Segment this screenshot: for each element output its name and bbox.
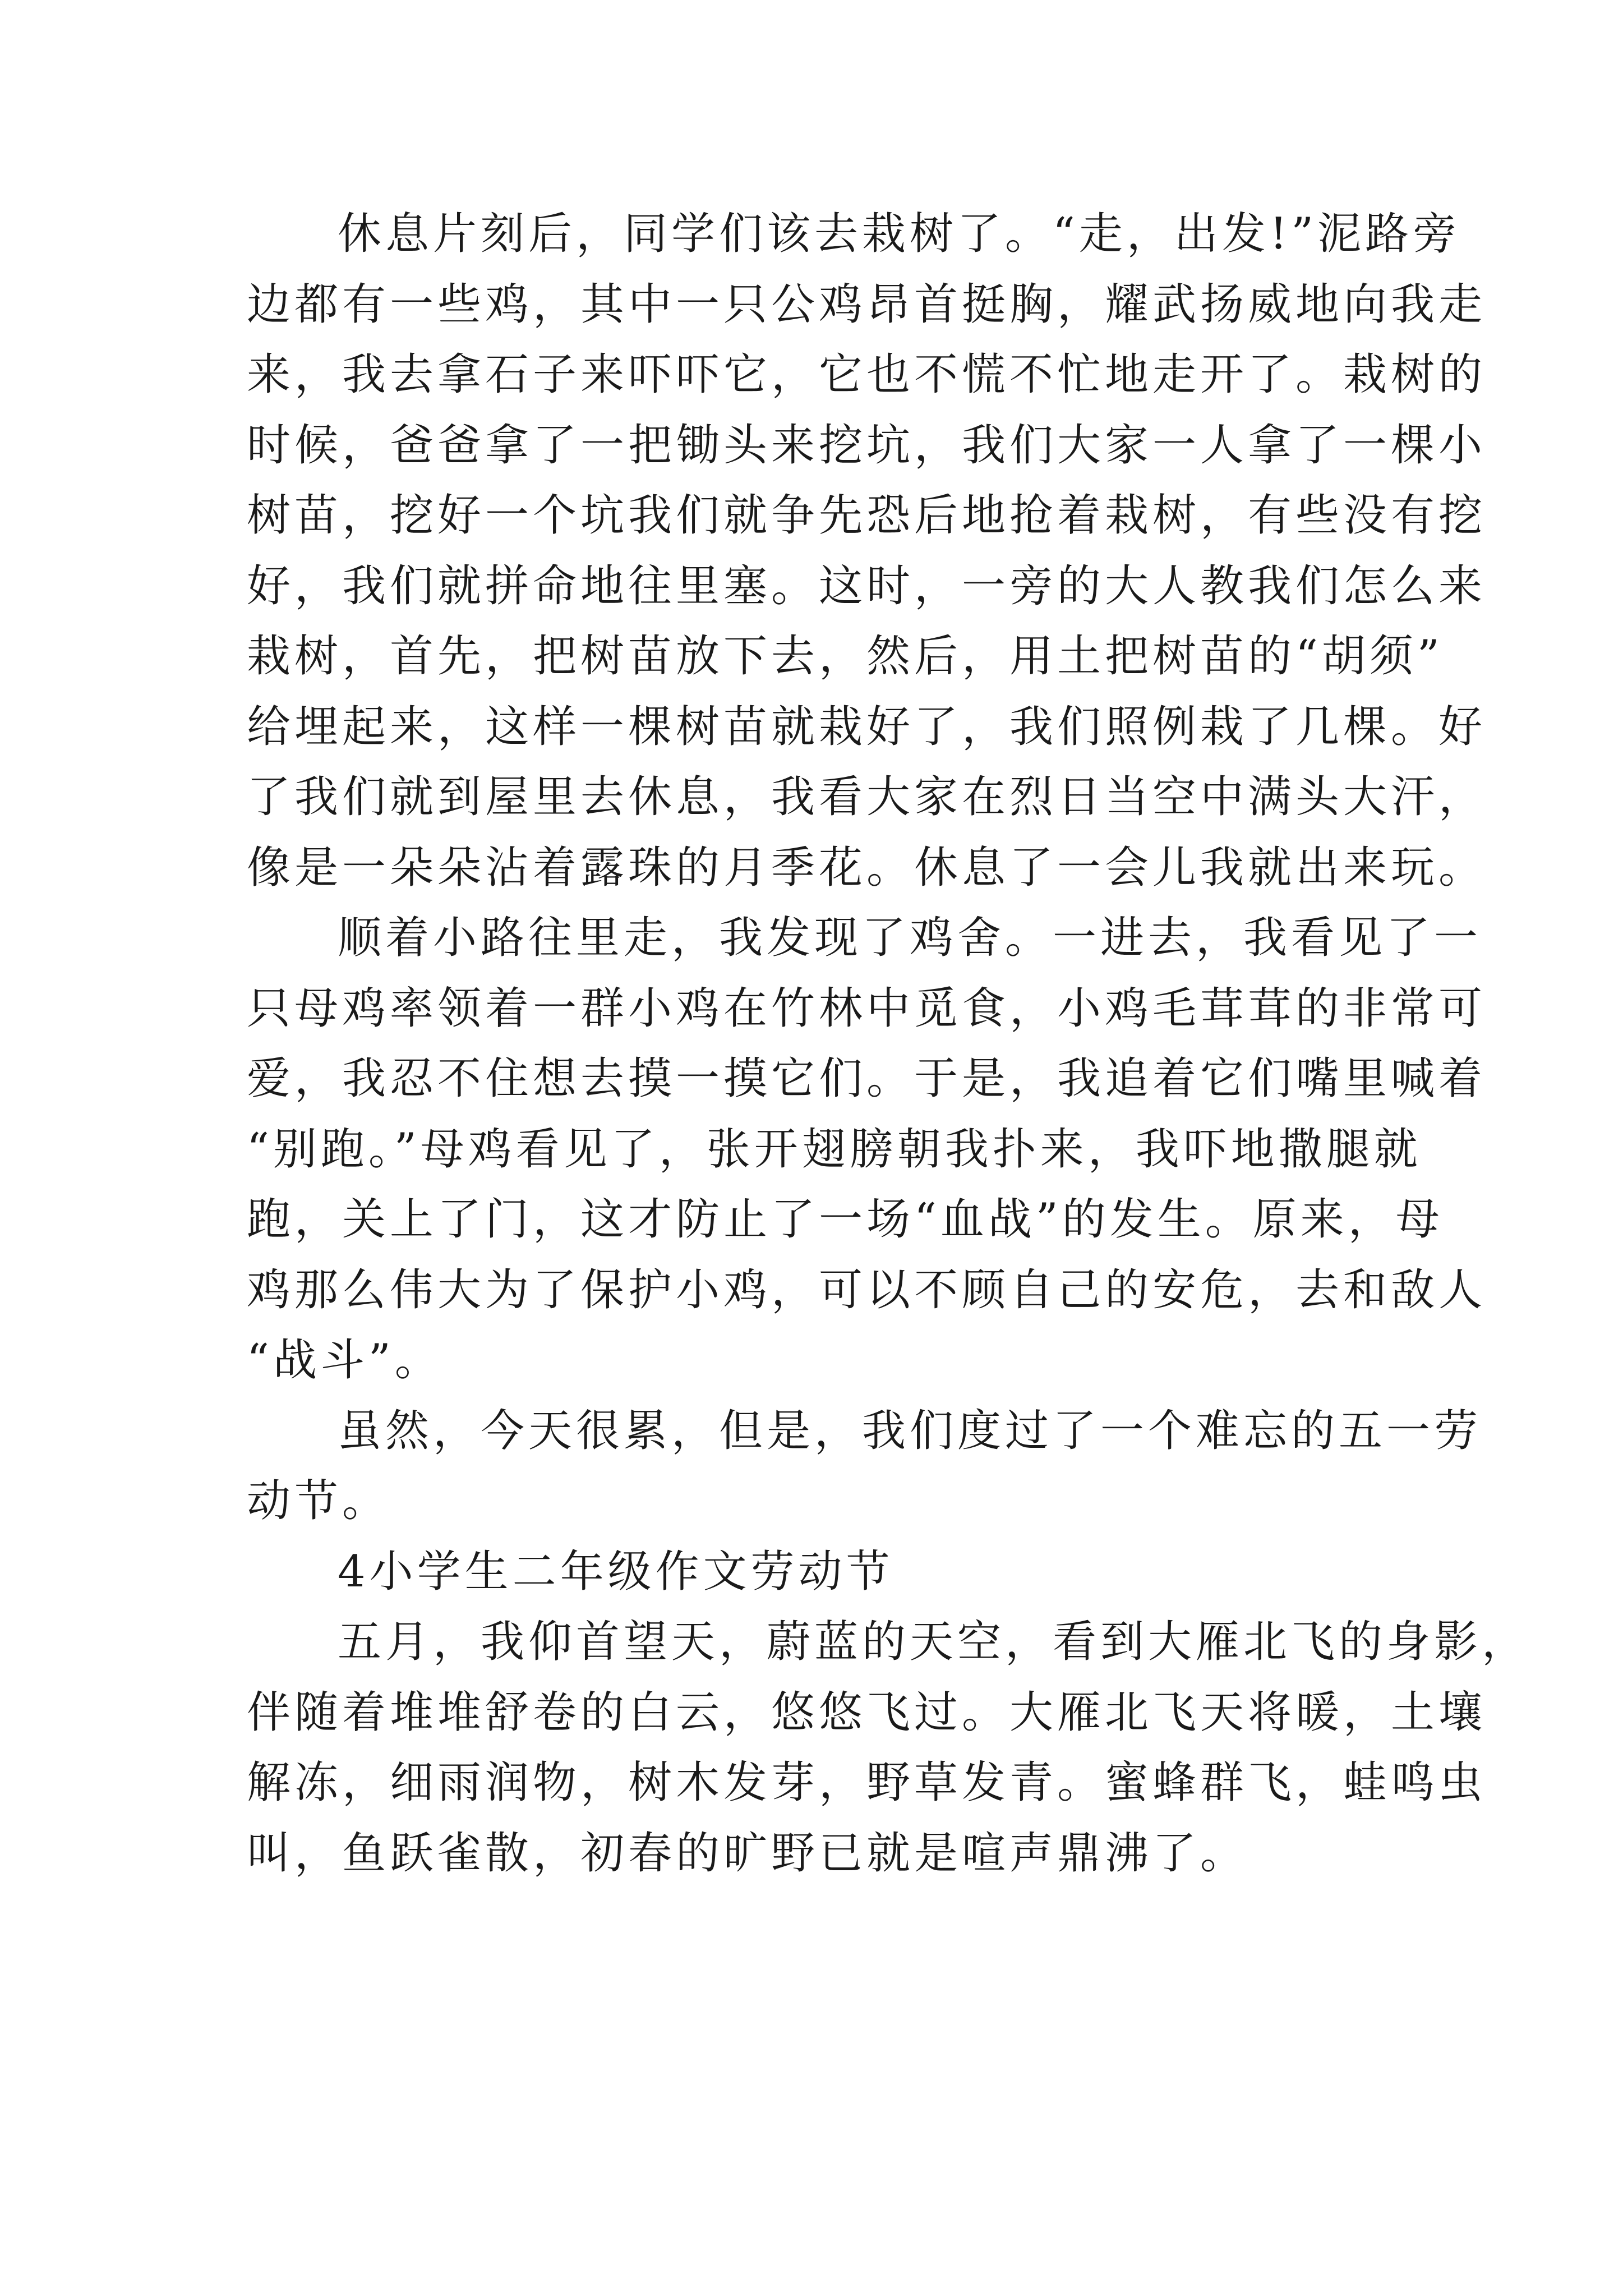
text-line: 休息片刻后，同学们该去栽树了。“走，出发!”泥路旁 [338,209,1461,259]
text-line: 树苗，挖好一个坑我们就争先恐后地抢着栽树，有些没有挖 [247,490,1487,541]
body-text [247,199,1530,1889]
text-line: 五月，我仰首望天，蔚蓝的天空，看到大雁北飞的身影， [338,1617,1530,1667]
section-heading: 4小学生二年级作文劳动节 [338,1546,894,1597]
text-line: 好，我们就拼命地往里塞。这时，一旁的大人教我们怎么来 [247,560,1487,611]
text-line: 像是一朵朵沾着露珠的月季花。休息了一会儿我就出来玩。 [247,842,1487,893]
text-line: 边都有一些鸡，其中一只公鸡昂首挺胸，耀武扬威地向我走 [247,279,1487,330]
text-line: 栽树，首先，把树苗放下去，然后，用土把树苗的“胡须” [247,631,1444,682]
text-line: 给埋起来，这样一棵树苗就栽好了，我们照例栽了几棵。好 [247,701,1487,752]
text-line: “战斗”。 [247,1335,442,1386]
text-line: 只母鸡率领着一群小鸡在竹林中觅食，小鸡毛茸茸的非常可 [247,983,1487,1034]
text-line: 跑，关上了门，这才防止了一场“血战”的发生。原来，母 [247,1194,1444,1245]
text-line: 伴随着堆堆舒卷的白云，悠悠飞过。大雁北飞天将暖，土壤 [247,1687,1487,1738]
text-line: 虽然，今天很累，但是，我们度过了一个难忘的五一劳 [338,1405,1482,1456]
text-line: 时候，爸爸拿了一把锄头来挖坑，我们大家一人拿了一棵小 [247,420,1487,471]
text-line: 顺着小路往里走，我发现了鸡舍。一进去，我看见了一 [338,913,1482,963]
text-line: 来，我去拿石子来吓吓它，它也不慌不忙地走开了。栽树的 [247,349,1487,400]
text-line: 叫，鱼跃雀散，初春的旷野已就是喧声鼎沸了。 [247,1828,1248,1879]
text-line: “别跑。”母鸡看见了，张开翅膀朝我扑来，我吓地撒腿就 [247,1124,1422,1175]
text-line: 了我们就到屋里去休息，我看大家在烈日当空中满头大汗， [247,772,1487,822]
text-line: 鸡那么伟大为了保护小鸡，可以不顾自己的安危，去和敌人 [247,1264,1487,1315]
text-line: 动节。 [247,1476,390,1526]
text-line: 爱，我忍不住想去摸一摸它们。于是，我追着它们嘴里喊着 [247,1053,1487,1104]
text-line: 解冻，细雨润物，树木发芽，野草发青。蜜蜂群飞，蛙鸣虫 [247,1757,1487,1808]
